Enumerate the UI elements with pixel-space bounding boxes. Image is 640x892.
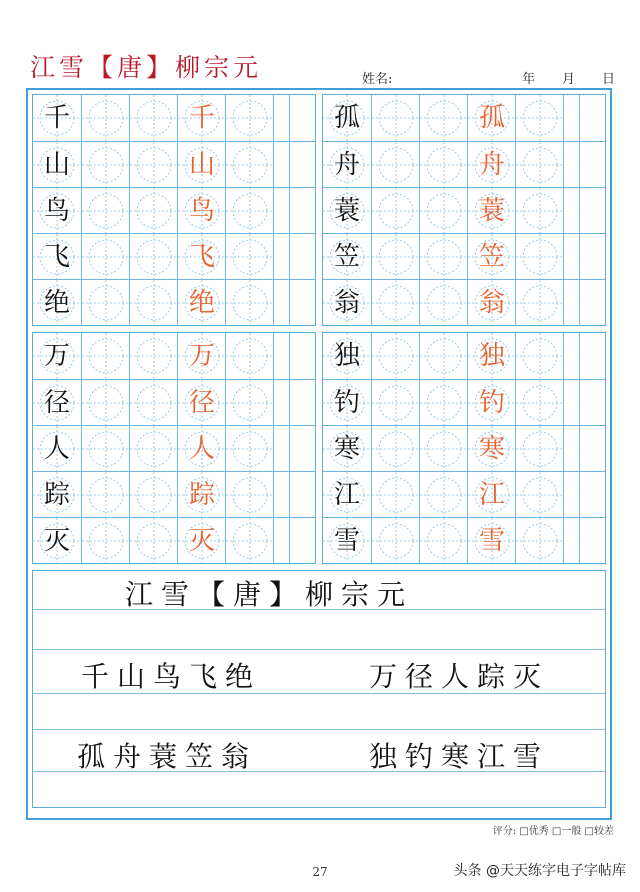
model-character: 千 (188, 103, 215, 133)
narrow-practice-strip[interactable] (289, 234, 305, 280)
model-char-cell[interactable] (467, 95, 515, 141)
circle-guide-icon (420, 426, 467, 472)
reference-character: 寒 (333, 434, 360, 464)
circle-guide-icon (420, 518, 467, 564)
circle-guide-icon (130, 95, 177, 141)
month-label: 月 (562, 72, 576, 87)
tracing-cell[interactable] (225, 280, 273, 326)
model-char-cell[interactable] (177, 188, 225, 234)
narrow-practice-strip[interactable] (579, 333, 595, 379)
copy-title-line: 江雪【唐】柳宗元 (125, 578, 414, 611)
model-character: 鸟 (188, 196, 215, 226)
narrow-practice-strip[interactable] (563, 333, 579, 379)
narrow-practice-strip[interactable] (289, 142, 305, 188)
narrow-practice-strip[interactable] (563, 380, 579, 426)
practice-row (323, 95, 605, 141)
model-char-cell[interactable] (177, 518, 225, 564)
tracing-cell[interactable] (81, 95, 129, 141)
tracing-cell[interactable] (81, 518, 129, 564)
tracing-cell[interactable] (371, 234, 419, 280)
circle-guide-icon (82, 472, 129, 518)
narrow-practice-strip[interactable] (289, 280, 305, 326)
tracing-cell[interactable] (81, 380, 129, 426)
tracing-cell[interactable] (371, 426, 419, 472)
circle-guide-icon (82, 426, 129, 472)
tracing-cell[interactable] (419, 188, 467, 234)
tracing-cell[interactable] (225, 234, 273, 280)
reference-char-cell[interactable] (323, 380, 371, 426)
narrow-practice-strip[interactable] (563, 234, 579, 280)
tracing-cell[interactable] (225, 95, 273, 141)
circle-guide-icon (420, 472, 467, 518)
model-char-cell[interactable] (467, 380, 515, 426)
tracing-cell[interactable] (371, 472, 419, 518)
model-char-cell[interactable] (467, 188, 515, 234)
practice-row (33, 333, 315, 379)
practice-row (323, 141, 605, 187)
reference-char-cell[interactable] (33, 472, 81, 518)
tracing-cell[interactable] (129, 280, 177, 326)
circle-guide-icon (372, 518, 419, 564)
model-char-cell[interactable] (467, 142, 515, 188)
narrow-practice-strip[interactable] (289, 518, 305, 564)
circle-guide-icon (130, 142, 177, 188)
model-char-cell[interactable] (177, 380, 225, 426)
reference-character: 山 (43, 150, 70, 180)
model-character: 人 (188, 434, 215, 464)
reference-character: 笠 (333, 242, 360, 272)
model-character: 寒 (478, 434, 505, 464)
model-char-cell[interactable] (177, 472, 225, 518)
circle-guide-icon (516, 95, 563, 141)
tracing-cell[interactable] (419, 142, 467, 188)
model-char-cell[interactable] (177, 234, 225, 280)
circle-guide-icon (372, 188, 419, 234)
tracing-cell[interactable] (81, 280, 129, 326)
circle-guide-icon (130, 380, 177, 426)
circle-guide-icon (226, 234, 273, 280)
tracing-cell[interactable] (129, 333, 177, 379)
model-char-cell[interactable] (467, 333, 515, 379)
narrow-practice-strip[interactable] (579, 518, 595, 564)
tracing-cell[interactable] (225, 426, 273, 472)
model-character: 舟 (478, 150, 505, 180)
tracing-cell[interactable] (371, 142, 419, 188)
reference-character: 灭 (43, 526, 70, 556)
tracing-cell[interactable] (419, 95, 467, 141)
circle-guide-icon (130, 234, 177, 280)
reference-character: 蓑 (333, 196, 360, 226)
tracing-cell[interactable] (225, 188, 273, 234)
reference-character: 翁 (333, 288, 360, 318)
narrow-practice-strip[interactable] (289, 426, 305, 472)
model-character: 笠 (478, 242, 505, 272)
copy-line-2-right: 独钓寒江雪 (369, 740, 550, 773)
tracing-cell[interactable] (225, 142, 273, 188)
rating-option-poor[interactable]: □较差 (584, 826, 614, 837)
reference-char-cell[interactable] (33, 333, 81, 379)
tracing-cell[interactable] (419, 426, 467, 472)
practice-panel-4 (322, 332, 606, 564)
model-character: 雪 (478, 526, 505, 556)
tracing-cell[interactable] (129, 380, 177, 426)
reference-char-cell[interactable] (33, 95, 81, 141)
tracing-cell[interactable] (81, 234, 129, 280)
practice-panel-2 (322, 94, 606, 326)
reference-character: 千 (43, 103, 70, 133)
practice-row (33, 379, 315, 425)
reference-char-cell[interactable] (323, 518, 371, 564)
practice-row (33, 141, 315, 187)
circle-guide-icon (130, 280, 177, 326)
tracing-cell[interactable] (371, 280, 419, 326)
reference-char-cell[interactable] (33, 518, 81, 564)
circle-guide-icon (130, 188, 177, 234)
circle-guide-icon (516, 234, 563, 280)
circle-guide-icon (372, 280, 419, 326)
practice-row (33, 425, 315, 471)
circle-guide-icon (226, 472, 273, 518)
model-char-cell[interactable] (467, 426, 515, 472)
model-char-cell[interactable] (467, 518, 515, 564)
reference-char-cell[interactable] (323, 280, 371, 326)
reference-char-cell[interactable] (323, 142, 371, 188)
model-character: 飞 (188, 242, 215, 272)
practice-row (323, 233, 605, 279)
tracing-cell[interactable] (129, 234, 177, 280)
tracing-cell[interactable] (81, 188, 129, 234)
reference-character: 踪 (43, 480, 70, 510)
narrow-practice-strip[interactable] (273, 280, 289, 326)
narrow-practice-strip[interactable] (273, 234, 289, 280)
circle-guide-icon (420, 95, 467, 141)
circle-guide-icon (130, 472, 177, 518)
reference-char-cell[interactable] (323, 95, 371, 141)
practice-row (323, 333, 605, 379)
narrow-practice-strip[interactable] (563, 188, 579, 234)
circle-guide-icon (420, 280, 467, 326)
rating-option-excellent[interactable]: □优秀 (519, 826, 549, 837)
practice-row (33, 233, 315, 279)
narrow-practice-strip[interactable] (579, 426, 595, 472)
practice-row (33, 95, 315, 141)
tracing-cell[interactable] (129, 426, 177, 472)
reference-character: 舟 (333, 150, 360, 180)
tracing-cell[interactable] (515, 95, 563, 141)
reference-char-cell[interactable] (33, 234, 81, 280)
tracing-cell[interactable] (515, 188, 563, 234)
circle-guide-icon (516, 142, 563, 188)
tracing-cell[interactable] (419, 518, 467, 564)
model-character: 山 (188, 150, 215, 180)
circle-guide-icon (516, 333, 563, 379)
model-character: 灭 (188, 526, 215, 556)
reference-character: 飞 (43, 242, 70, 272)
reference-character: 独 (333, 341, 360, 371)
reference-character: 钓 (333, 388, 360, 418)
circle-guide-icon (82, 333, 129, 379)
narrow-practice-strip[interactable] (273, 380, 289, 426)
narrow-practice-strip[interactable] (273, 426, 289, 472)
narrow-practice-strip[interactable] (579, 380, 595, 426)
circle-guide-icon (516, 426, 563, 472)
circle-guide-icon (82, 280, 129, 326)
circle-guide-icon (516, 188, 563, 234)
reference-character: 径 (43, 388, 70, 418)
circle-guide-icon (82, 188, 129, 234)
reference-character: 万 (43, 341, 70, 371)
circle-guide-icon (420, 142, 467, 188)
reference-char-cell[interactable] (33, 142, 81, 188)
tracing-cell[interactable] (371, 380, 419, 426)
tracing-cell[interactable] (371, 518, 419, 564)
circle-guide-icon (420, 188, 467, 234)
model-char-cell[interactable] (467, 280, 515, 326)
narrow-practice-strip[interactable] (273, 518, 289, 564)
circle-guide-icon (372, 380, 419, 426)
tracing-cell[interactable] (129, 188, 177, 234)
reference-character: 孤 (333, 103, 360, 133)
model-character: 江 (478, 480, 505, 510)
model-character: 绝 (188, 288, 215, 318)
rating-row (493, 822, 614, 837)
circle-guide-icon (226, 380, 273, 426)
practice-row (33, 471, 315, 517)
narrow-practice-strip[interactable] (273, 95, 289, 141)
tracing-cell[interactable] (129, 95, 177, 141)
practice-row (33, 187, 315, 233)
practice-panel-1 (32, 94, 316, 326)
document-title: 江雪【唐】柳宗元 (30, 53, 263, 82)
day-label: 日 (602, 72, 616, 87)
circle-guide-icon (372, 95, 419, 141)
narrow-practice-strip[interactable] (289, 188, 305, 234)
practice-panel-3 (32, 332, 316, 564)
tracing-cell[interactable] (419, 234, 467, 280)
tracing-cell[interactable] (81, 142, 129, 188)
circle-guide-icon (420, 333, 467, 379)
tracing-cell[interactable] (515, 142, 563, 188)
circle-guide-icon (82, 234, 129, 280)
tracing-cell[interactable] (515, 518, 563, 564)
tracing-cell[interactable] (515, 333, 563, 379)
tracing-cell[interactable] (81, 472, 129, 518)
narrow-practice-strip[interactable] (289, 95, 305, 141)
year-label: 年 (522, 72, 536, 87)
reference-char-cell[interactable] (33, 380, 81, 426)
tracing-cell[interactable] (515, 472, 563, 518)
narrow-practice-strip[interactable] (579, 472, 595, 518)
tracing-cell[interactable] (515, 426, 563, 472)
circle-guide-icon (420, 380, 467, 426)
model-character: 径 (188, 388, 215, 418)
writing-lines-area (32, 570, 606, 808)
practice-row (323, 279, 605, 325)
model-char-cell[interactable] (177, 95, 225, 141)
circle-guide-icon (226, 142, 273, 188)
copy-line-1-right: 万径人踪灭 (369, 660, 550, 693)
reference-char-cell[interactable] (33, 426, 81, 472)
model-char-cell[interactable] (467, 234, 515, 280)
model-character: 踪 (188, 480, 215, 510)
name-label: 姓名: (362, 72, 393, 87)
watermark: 头条 @天天练字电子字帖库 (453, 863, 626, 879)
narrow-practice-strip[interactable] (563, 95, 579, 141)
narrow-practice-strip[interactable] (273, 188, 289, 234)
tracing-cell[interactable] (371, 333, 419, 379)
circle-guide-icon (226, 518, 273, 564)
model-char-cell[interactable] (177, 142, 225, 188)
model-char-cell[interactable] (177, 280, 225, 326)
reference-char-cell[interactable] (33, 280, 81, 326)
circle-guide-icon (372, 234, 419, 280)
tracing-cell[interactable] (225, 333, 273, 379)
circle-guide-icon (226, 426, 273, 472)
circle-guide-icon (226, 188, 273, 234)
reference-character: 绝 (43, 288, 70, 318)
circle-guide-icon (372, 426, 419, 472)
practice-row (323, 425, 605, 471)
reference-char-cell[interactable] (323, 188, 371, 234)
narrow-practice-strip[interactable] (563, 280, 579, 326)
tracing-cell[interactable] (129, 142, 177, 188)
tracing-cell[interactable] (371, 95, 419, 141)
model-char-cell[interactable] (177, 333, 225, 379)
copy-line-1-left: 千山鸟飞绝 (81, 660, 262, 693)
reference-char-cell[interactable] (323, 472, 371, 518)
narrow-practice-strip[interactable] (579, 95, 595, 141)
circle-guide-icon (226, 280, 273, 326)
tracing-cell[interactable] (225, 472, 273, 518)
practice-row (323, 517, 605, 563)
tracing-cell[interactable] (419, 380, 467, 426)
tracing-cell[interactable] (225, 518, 273, 564)
practice-row (323, 379, 605, 425)
narrow-practice-strip[interactable] (289, 472, 305, 518)
model-character: 翁 (478, 288, 505, 318)
circle-guide-icon (226, 95, 273, 141)
reference-char-cell[interactable] (323, 333, 371, 379)
tracing-cell[interactable] (81, 333, 129, 379)
practice-row (33, 279, 315, 325)
circle-guide-icon (82, 518, 129, 564)
tracing-cell[interactable] (225, 380, 273, 426)
circle-guide-icon (516, 518, 563, 564)
tracing-cell[interactable] (371, 188, 419, 234)
narrow-practice-strip[interactable] (563, 472, 579, 518)
circle-guide-icon (130, 518, 177, 564)
narrow-practice-strip[interactable] (579, 142, 595, 188)
reference-char-cell[interactable] (33, 188, 81, 234)
practice-row (33, 517, 315, 563)
circle-guide-icon (372, 333, 419, 379)
rating-option-average[interactable]: □一般 (551, 826, 582, 837)
practice-row (323, 187, 605, 233)
rating-label: 评分: (492, 826, 517, 837)
circle-guide-icon (226, 333, 273, 379)
tracing-cell[interactable] (515, 380, 563, 426)
circle-guide-icon (372, 142, 419, 188)
practice-row (323, 471, 605, 517)
circle-guide-icon (516, 280, 563, 326)
circle-guide-icon (130, 333, 177, 379)
tracing-cell[interactable] (129, 518, 177, 564)
circle-guide-icon (130, 426, 177, 472)
reference-character: 江 (333, 480, 360, 510)
reference-char-cell[interactable] (323, 234, 371, 280)
reference-character: 雪 (333, 526, 360, 556)
model-char-cell[interactable] (177, 426, 225, 472)
ruled-line (33, 729, 605, 730)
circle-guide-icon (82, 95, 129, 141)
reference-character: 鸟 (43, 196, 70, 226)
model-character: 钓 (478, 388, 505, 418)
circle-guide-icon (82, 142, 129, 188)
model-character: 独 (478, 341, 505, 371)
circle-guide-icon (372, 472, 419, 518)
tracing-cell[interactable] (129, 472, 177, 518)
model-character: 蓑 (478, 196, 505, 226)
reference-character: 人 (43, 434, 70, 464)
page-number: 27 (312, 865, 328, 879)
reference-char-cell[interactable] (323, 426, 371, 472)
narrow-practice-strip[interactable] (273, 142, 289, 188)
tracing-cell[interactable] (515, 280, 563, 326)
tracing-cell[interactable] (81, 426, 129, 472)
narrow-practice-strip[interactable] (289, 380, 305, 426)
tracing-cell[interactable] (419, 333, 467, 379)
tracing-cell[interactable] (419, 472, 467, 518)
model-character: 万 (188, 341, 215, 371)
copy-line-2-left: 孤舟蓑笠翁 (77, 740, 258, 773)
tracing-cell[interactable] (419, 280, 467, 326)
narrow-practice-strip[interactable] (563, 142, 579, 188)
circle-guide-icon (516, 380, 563, 426)
narrow-practice-strip[interactable] (289, 333, 305, 379)
model-char-cell[interactable] (467, 472, 515, 518)
circle-guide-icon (82, 380, 129, 426)
circle-guide-icon (516, 472, 563, 518)
ruled-line (33, 649, 605, 650)
narrow-practice-strip[interactable] (579, 234, 595, 280)
circle-guide-icon (420, 234, 467, 280)
model-character: 孤 (478, 103, 505, 133)
tracing-cell[interactable] (515, 234, 563, 280)
narrow-practice-strip[interactable] (563, 518, 579, 564)
narrow-practice-strip[interactable] (579, 280, 595, 326)
narrow-practice-strip[interactable] (563, 426, 579, 472)
narrow-practice-strip[interactable] (273, 333, 289, 379)
worksheet-frame (26, 88, 612, 820)
narrow-practice-strip[interactable] (579, 188, 595, 234)
narrow-practice-strip[interactable] (273, 472, 289, 518)
